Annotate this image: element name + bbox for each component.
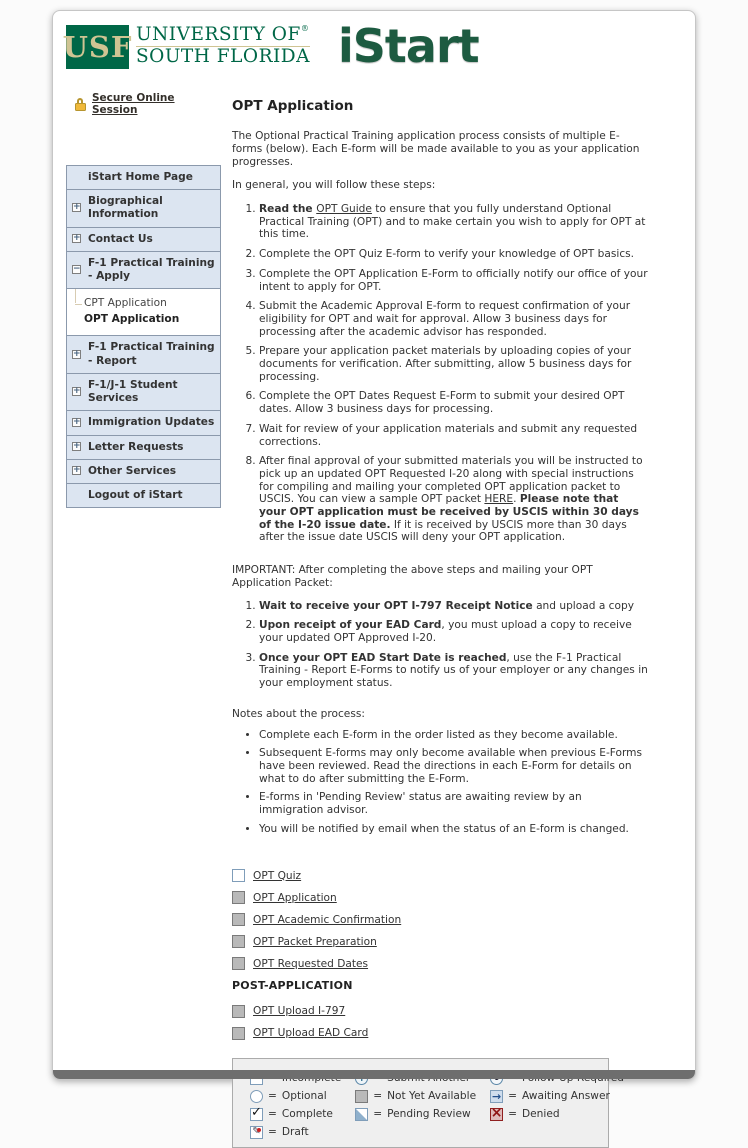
equals-sign: =: [508, 1107, 517, 1120]
post-eform-checklist: [232, 1005, 648, 1040]
legend-item: [490, 1090, 624, 1103]
legend-column: [250, 1072, 341, 1139]
sidebar-item-istart-home-page[interactable]: [67, 166, 220, 190]
secure-session-label: Secure Online Session: [92, 92, 175, 116]
text-segment: Complete each E-form in the order listed as they become available.: [259, 728, 618, 741]
denied-icon: [490, 1108, 503, 1121]
text-segment: If it is received by USCIS more than 30 days after the issue date USCIS will deny your OPT application.: [259, 518, 627, 544]
text-segment: E-forms in 'Pending Review' status are awaiting review by an immigration advisor.: [259, 791, 582, 817]
legend-label: Optional: [281, 1089, 327, 1102]
text-segment: Read the: [259, 203, 317, 215]
awaiting-answer-icon: [490, 1090, 503, 1103]
opt-upload-i-797-link[interactable]: OPT Upload I-797: [253, 1004, 346, 1017]
text-segment: Wait to receive your OPT I-797 Receipt Notice: [259, 599, 533, 612]
legend-item: [250, 1108, 341, 1121]
text-segment: Subsequent E-forms may only become available when previous E-Forms have been reviewed. Read the directions in each E-Form for details on what to do after submitting the E-Form.: [259, 747, 643, 785]
secure-session-link[interactable]: [75, 92, 219, 116]
status-not-yet-available-icon: [232, 1005, 245, 1018]
main-content: [232, 98, 648, 1138]
lock-icon: [75, 98, 87, 111]
text-segment: , use the F-1 Practical Training - Report E-Forms to notify us of your employer or any changes in your employment status.: [259, 651, 648, 690]
sidebar-item-biographical-information[interactable]: [67, 190, 220, 227]
text-segment: .: [513, 493, 520, 506]
sidebar-item-label: iStart Home Page: [88, 171, 193, 183]
sidebar-item-immigration-updates[interactable]: [67, 411, 220, 435]
text-segment: Complete the OPT Application E-Form to officially notify our office of your intent to apply for OPT.: [259, 267, 648, 293]
legend-item: [355, 1108, 476, 1121]
list-item: [259, 729, 648, 742]
equals-sign: =: [268, 1125, 277, 1138]
usf-logo-acronym: USF: [62, 30, 133, 64]
sidebar-item-label: Other Services: [88, 464, 177, 477]
expand-plus-icon[interactable]: +: [73, 441, 81, 452]
sidebar-subitem-cpt-application[interactable]: CPT Application: [84, 295, 216, 311]
expand-plus-icon[interactable]: +: [73, 348, 81, 359]
list-item: [259, 300, 648, 338]
equals-sign: =: [508, 1089, 517, 1102]
opt-quiz-link[interactable]: OPT Quiz: [253, 869, 302, 882]
opt-guide-link[interactable]: OPT Guide: [316, 203, 372, 215]
text-segment: , you must upload a copy to receive your updated OPT Approved I-20.: [259, 619, 632, 644]
legend-label: Pending Review: [387, 1107, 471, 1120]
opt-upload-ead-card-link[interactable]: OPT Upload EAD Card: [253, 1026, 369, 1039]
legend-item: [250, 1090, 341, 1103]
list-item: [259, 203, 648, 241]
usf-wordmark: [136, 25, 310, 68]
list-item: [259, 268, 648, 293]
checklist-item: [232, 869, 648, 882]
expand-plus-icon[interactable]: +: [73, 416, 81, 427]
legend-column: [355, 1072, 476, 1139]
expand-plus-icon[interactable]: +: [73, 465, 81, 476]
notes-list: [232, 729, 648, 836]
checklist-item: [232, 891, 648, 904]
legend-label: Awaiting Answer: [521, 1089, 610, 1102]
checklist-item: [232, 957, 648, 970]
status-incomplete-icon: [232, 869, 245, 882]
list-item: [259, 248, 648, 261]
legend-label: Complete: [281, 1107, 333, 1120]
opt-application-link[interactable]: OPT Application: [253, 891, 337, 904]
list-item: [259, 652, 648, 690]
expand-plus-icon[interactable]: +: [73, 386, 81, 397]
sidebar-item-label: Letter Requests: [88, 440, 184, 453]
page-title: OPT Application: [232, 98, 354, 114]
checklist-item: [232, 913, 648, 926]
opt-packet-preparation-link[interactable]: OPT Packet Preparation: [253, 935, 377, 948]
steps-lead: In general, you will follow these steps:: [232, 179, 436, 192]
list-item: [259, 390, 648, 415]
legend-column: [490, 1072, 624, 1139]
status-not-yet-available-icon: [232, 1027, 245, 1040]
app-title: iStart: [338, 19, 479, 73]
legend-label: Draft: [281, 1125, 309, 1138]
checklist-item: [232, 1027, 648, 1040]
text-segment: Wait for review of your application materials and submit any requested corrections.: [259, 422, 638, 448]
list-item: [259, 423, 648, 448]
expand-plus-icon[interactable]: +: [73, 233, 81, 244]
text-segment: Upon receipt of your EAD Card: [259, 619, 442, 632]
registered-mark: ®: [300, 24, 310, 33]
checklist-item: [232, 1005, 648, 1018]
status-not-yet-available-icon: [232, 913, 245, 926]
text-segment: Complete the OPT Quiz E-form to verify your knowledge of OPT basics.: [259, 248, 635, 261]
equals-sign: =: [268, 1089, 277, 1102]
sidebar-item-label: F-1 Practical Training - Apply: [88, 256, 215, 283]
text-segment: Prepare your application packet materials by uploading copies of your documents for verification. After submitting, allow 5 business days for processing.: [259, 345, 632, 383]
steps-list: [232, 203, 648, 544]
sidebar-item-label: Biographical Information: [88, 195, 163, 221]
sidebar-item-label: Logout of iStart: [88, 489, 183, 502]
status-not-yet-available-icon: [232, 935, 245, 948]
text-segment: After final approval of your submitted materials you will be instructed to pick up an updated OPT Requested I-20 along with special instructions for compiling and mailing your completed OPT application packet to USCIS. You can view a sample OPT packet: [259, 455, 643, 506]
equals-sign: =: [373, 1107, 383, 1120]
sidebar-item-f-1-j-1-student-services[interactable]: [67, 374, 220, 411]
notes-lead: Notes about the process:: [232, 707, 365, 720]
not-yet-available-icon: [355, 1090, 368, 1103]
sidebar-menu: [66, 165, 221, 508]
text-segment: to ensure that you fully understand Optional Practical Training (OPT) and to make certain you wish to apply for OPT at this time.: [259, 203, 646, 241]
list-item: [259, 600, 648, 613]
legend-item: [250, 1126, 341, 1139]
text-segment: Please note that your OPT application must be received by USCIS within 30 days of the I-20 issue date.: [259, 493, 639, 531]
text-segment: You will be notified by email when the status of an E-form is changed.: [259, 822, 629, 835]
main-panel: [52, 10, 696, 1138]
legend-label: Not Yet Available: [387, 1089, 477, 1102]
list-item: [259, 791, 648, 816]
sidebar-submenu: [67, 289, 220, 336]
text-segment: Submit the Academic Approval E-form to request confirmation of your eligibility for OPT and wait for approval. Allow 3 business days for processing after the academic advisor has responded.: [259, 300, 631, 338]
legend-label: Denied: [521, 1107, 560, 1120]
legend-item: [355, 1090, 476, 1103]
list-item: [259, 345, 648, 383]
sidebar-item-other-services[interactable]: [67, 460, 220, 484]
status-not-yet-available-icon: [232, 957, 245, 970]
sidebar-item-label: F-1 Practical Training - Report: [88, 341, 215, 367]
footer-bar: [53, 1070, 695, 1079]
important-lead: IMPORTANT: After completing the above steps and mailing your OPT Application Packet:: [232, 564, 593, 589]
intro-paragraph: The Optional Practical Training application process consists of multiple E-forms (below). Each E-form will be made available to you as your application progresses.: [232, 130, 640, 168]
opt-academic-confirmation-link[interactable]: OPT Academic Confirmation: [253, 913, 402, 926]
sidebar-item-f-1-practical-training-report[interactable]: [67, 336, 220, 373]
list-item: [259, 619, 648, 644]
sidebar-item-label: F-1/J-1 Student Services: [88, 378, 178, 405]
collapse-minus-icon[interactable]: −: [73, 264, 81, 275]
draft-icon: [250, 1126, 263, 1139]
list-item: [259, 747, 648, 785]
legend-item: [490, 1108, 624, 1121]
usf-wordmark-line2: SOUTH FLORIDA: [136, 46, 311, 68]
usf-wordmark-line1: UNIVERSITY OF®: [136, 25, 310, 47]
sidebar-item-label: Immigration Updates: [88, 416, 215, 429]
sidebar-item-f-1-practical-training-apply[interactable]: [67, 252, 220, 289]
site-header: [62, 19, 479, 73]
equals-sign: =: [268, 1107, 277, 1120]
expand-plus-icon[interactable]: +: [73, 202, 81, 213]
pending-review-icon: [355, 1108, 368, 1121]
equals-sign: =: [373, 1089, 383, 1102]
eform-checklist: [232, 869, 648, 970]
sidebar-subitem-opt-application[interactable]: OPT Application: [84, 313, 180, 326]
text-segment: Once your OPT EAD Start Date is reached: [259, 651, 507, 664]
sidebar-item-contact-us[interactable]: [67, 228, 220, 252]
text-segment: and upload a copy: [532, 599, 634, 612]
sidebar-item-label: Contact Us: [88, 232, 153, 245]
list-item: [259, 455, 648, 544]
usf-logo: [62, 25, 133, 69]
list-item: [259, 823, 648, 836]
complete-icon: [250, 1108, 263, 1121]
sidebar-item-logout-of-istart[interactable]: [67, 484, 220, 508]
text-segment: Complete the OPT Dates Request E-Form to submit your desired OPT dates. Allow 3 business days for processing.: [259, 390, 625, 416]
optional-icon: [250, 1090, 263, 1103]
here-link[interactable]: HERE: [484, 493, 514, 506]
post-application-header: POST-APPLICATION: [232, 979, 353, 993]
important-steps-list: [232, 600, 648, 690]
sidebar-item-letter-requests[interactable]: [67, 436, 220, 460]
opt-requested-dates-link[interactable]: OPT Requested Dates: [253, 957, 369, 970]
checklist-item: [232, 935, 648, 948]
status-not-yet-available-icon: [232, 891, 245, 904]
